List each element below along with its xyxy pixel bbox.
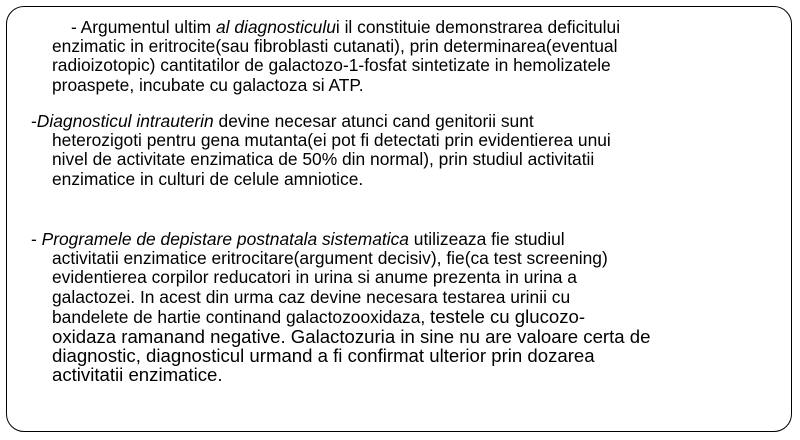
p3-line-2: activitatii enzimatice eritrocitare(argument decisiv), fie(ca test screening) (52, 248, 608, 269)
paragraph-intrauterine-diagnosis (31, 112, 611, 189)
p2-line-1-rest: devine necesar atunci cand genitorii sunt (213, 111, 534, 131)
p3-line-4: galactozei. In acest din urma caz devine necesara testarea urinii cu (52, 286, 571, 307)
paragraph-confirmation-diagnosis (52, 18, 620, 95)
p1-line-1-text: - Argumentul ultim (71, 17, 216, 37)
p2-bullet: - (31, 111, 37, 131)
p1-line-1-rest: i il constituie demonstrarea deficitului (335, 17, 621, 37)
p2-italic-term: Diagnosticul intrauterin (36, 111, 214, 131)
p3-line-5-larger-text: testele cu glucozo- (430, 305, 586, 327)
paragraph-postnatal-screening (31, 230, 650, 385)
p3-line-1 (31, 230, 650, 249)
p3-bullet: - (31, 229, 42, 249)
p2-line-1 (31, 112, 611, 131)
p1-italic-term: al diagnosticulu (215, 17, 336, 37)
p1-line-1 (52, 18, 620, 37)
p3-line-7: diagnostic, diagnosticul urmand a fi confirmat ulterior prin dozarea (52, 345, 595, 367)
p1-line-3: radioizotopic) cantitatilor de galactozo-1-fosfat sintetizate in hemolizatele (52, 55, 611, 76)
p1-line-4: proaspete, incubate cu galactoza si ATP. (52, 74, 364, 95)
p3-line-5-text: bandelete de hartie continand galactozooxidaza, (52, 306, 431, 327)
p3-line-1-rest: utilizeaza fie studiul (408, 229, 565, 249)
p2-line-3: nivel de activitate enzimatica de 50% din normal), prin studiul activitatii (52, 149, 595, 170)
p2-line-2: heterozigoti pentru gena mutanta(ei pot fi detectati prin evidentierea unui (52, 130, 611, 151)
p3-line-8: activitatii enzimatice. (52, 364, 223, 386)
p3-line-3: evidentierea corpilor reducatori in urina si anume prezenta in urina a (52, 267, 577, 288)
p3-line-5 (31, 307, 650, 327)
p3-line-6: oxidaza ramanand negative. Galactozuria in sine nu are valoare certa de (52, 326, 651, 348)
p2-line-4: enzimatice in culturi de celule amniotice. (52, 168, 364, 189)
p1-line-2: enzimatic in eritrocite(sau fibroblasti cutanati), prin determinarea(eventual (52, 36, 618, 57)
p3-italic-term: Programele de depistare postnatala sistematica (41, 229, 409, 249)
